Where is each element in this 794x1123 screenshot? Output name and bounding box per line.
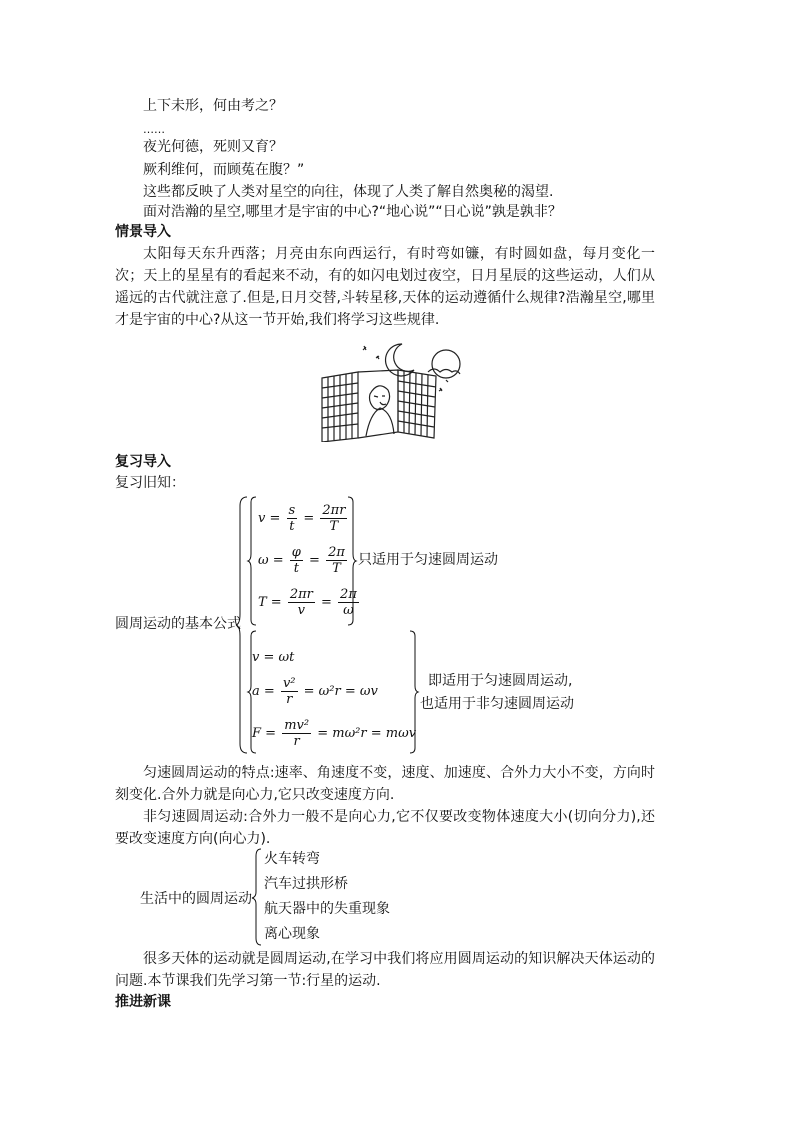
circular-motion-formula-label: 圆周运动的基本公式 bbox=[115, 616, 241, 632]
group2-note-2: 也适用于非匀速圆周运动 bbox=[420, 696, 574, 712]
poem-ellipsis: …… bbox=[143, 123, 165, 136]
next-lesson-heading: 推进新课 bbox=[115, 994, 171, 1010]
life-item-2: 汽车过拱形桥 bbox=[264, 876, 348, 892]
poem-line-4: 这些都反映了人类对星空的向往，体现了人类了解自然奥秘的渴望. bbox=[143, 184, 554, 200]
nonuniform-motion-text: 非匀速圆周运动:合外力一般不是向心力,它不仅要改变物体速度大小(切向分力),还要改变速度方向(向心力). bbox=[115, 809, 655, 847]
poem-line-5: 面对浩瀚的星空,哪里才是宇宙的中心?“地心说”“日心说”孰是孰非？ bbox=[143, 204, 562, 220]
poem-line-1: 上下未形，何由考之？ bbox=[143, 98, 283, 114]
formula-arc-speed: v = ωt bbox=[252, 649, 295, 665]
uniform-motion-text: 匀速圆周运动的特点:速率、角速度不变，速度、加速度、合外力大小不变，方向时刻变化.合外力就是向心力,它只改变速度方向. bbox=[115, 765, 655, 803]
group1-note: 只适用于匀速圆周运动 bbox=[358, 552, 498, 568]
review-subheading: 复习旧知： bbox=[115, 475, 185, 491]
life-item-1: 火车转弯 bbox=[264, 851, 320, 867]
closing-text: 很多天体的运动就是圆周运动,在学习中我们将应用圆周运动的知识解决天体运动的问题.本节课我们先学习第一节:行星的运动. bbox=[115, 951, 655, 989]
outer-brace bbox=[236, 496, 248, 754]
life-item-3: 航天器中的失重现象 bbox=[264, 901, 390, 917]
scene-intro-heading: 情景导入 bbox=[115, 224, 171, 240]
formula-period: T = $\frac{2\pi r}{v}$ = $\frac{2\pi}{\omega}$ bbox=[258, 586, 357, 618]
review-heading: 复习导入 bbox=[115, 454, 171, 470]
scene-intro-text: 太阳每天东升西落；月亮由东向西运行，有时弯如镰，有时圆如盘，每月变化一次；天上的星星有的看起来不动，有的如闪电划过夜空，日月星辰的这些运动，人们从遥远的古代就注意了.但是,日月交替,斗转星移,天体的运动遵循什么规律?浩瀚星空,哪里才是宇宙的中心?从这一节开始,我们将学习这些规律. bbox=[115, 246, 655, 328]
life-brace bbox=[252, 848, 262, 946]
stargazer-window-illustration bbox=[318, 336, 468, 442]
formula-force: F = $\frac{\text{mv²}}{r}$ = mω²r = mωv bbox=[252, 717, 417, 749]
formula-v: v = $\frac{s}{t}$ = $\frac{2\pi r}{T}$ bbox=[258, 502, 346, 534]
life-label: 生活中的圆周运动 bbox=[140, 891, 252, 907]
poem-line-3: 厥利维何，而顾菟在腹？” bbox=[143, 162, 305, 178]
group2-note-1: 即适用于匀速圆周运动, bbox=[428, 673, 573, 689]
life-item-4: 离心现象 bbox=[264, 926, 320, 942]
formula-acceleration: a = $\frac{\text{v²}}{r}$ = ω²r = ωv bbox=[252, 675, 378, 707]
poem-line-2: 夜光何德，死则又育？ bbox=[143, 139, 283, 155]
formula-omega: ω = $\frac{\varphi}{t}$ = $\frac{2\pi}{T}$ bbox=[258, 544, 345, 576]
